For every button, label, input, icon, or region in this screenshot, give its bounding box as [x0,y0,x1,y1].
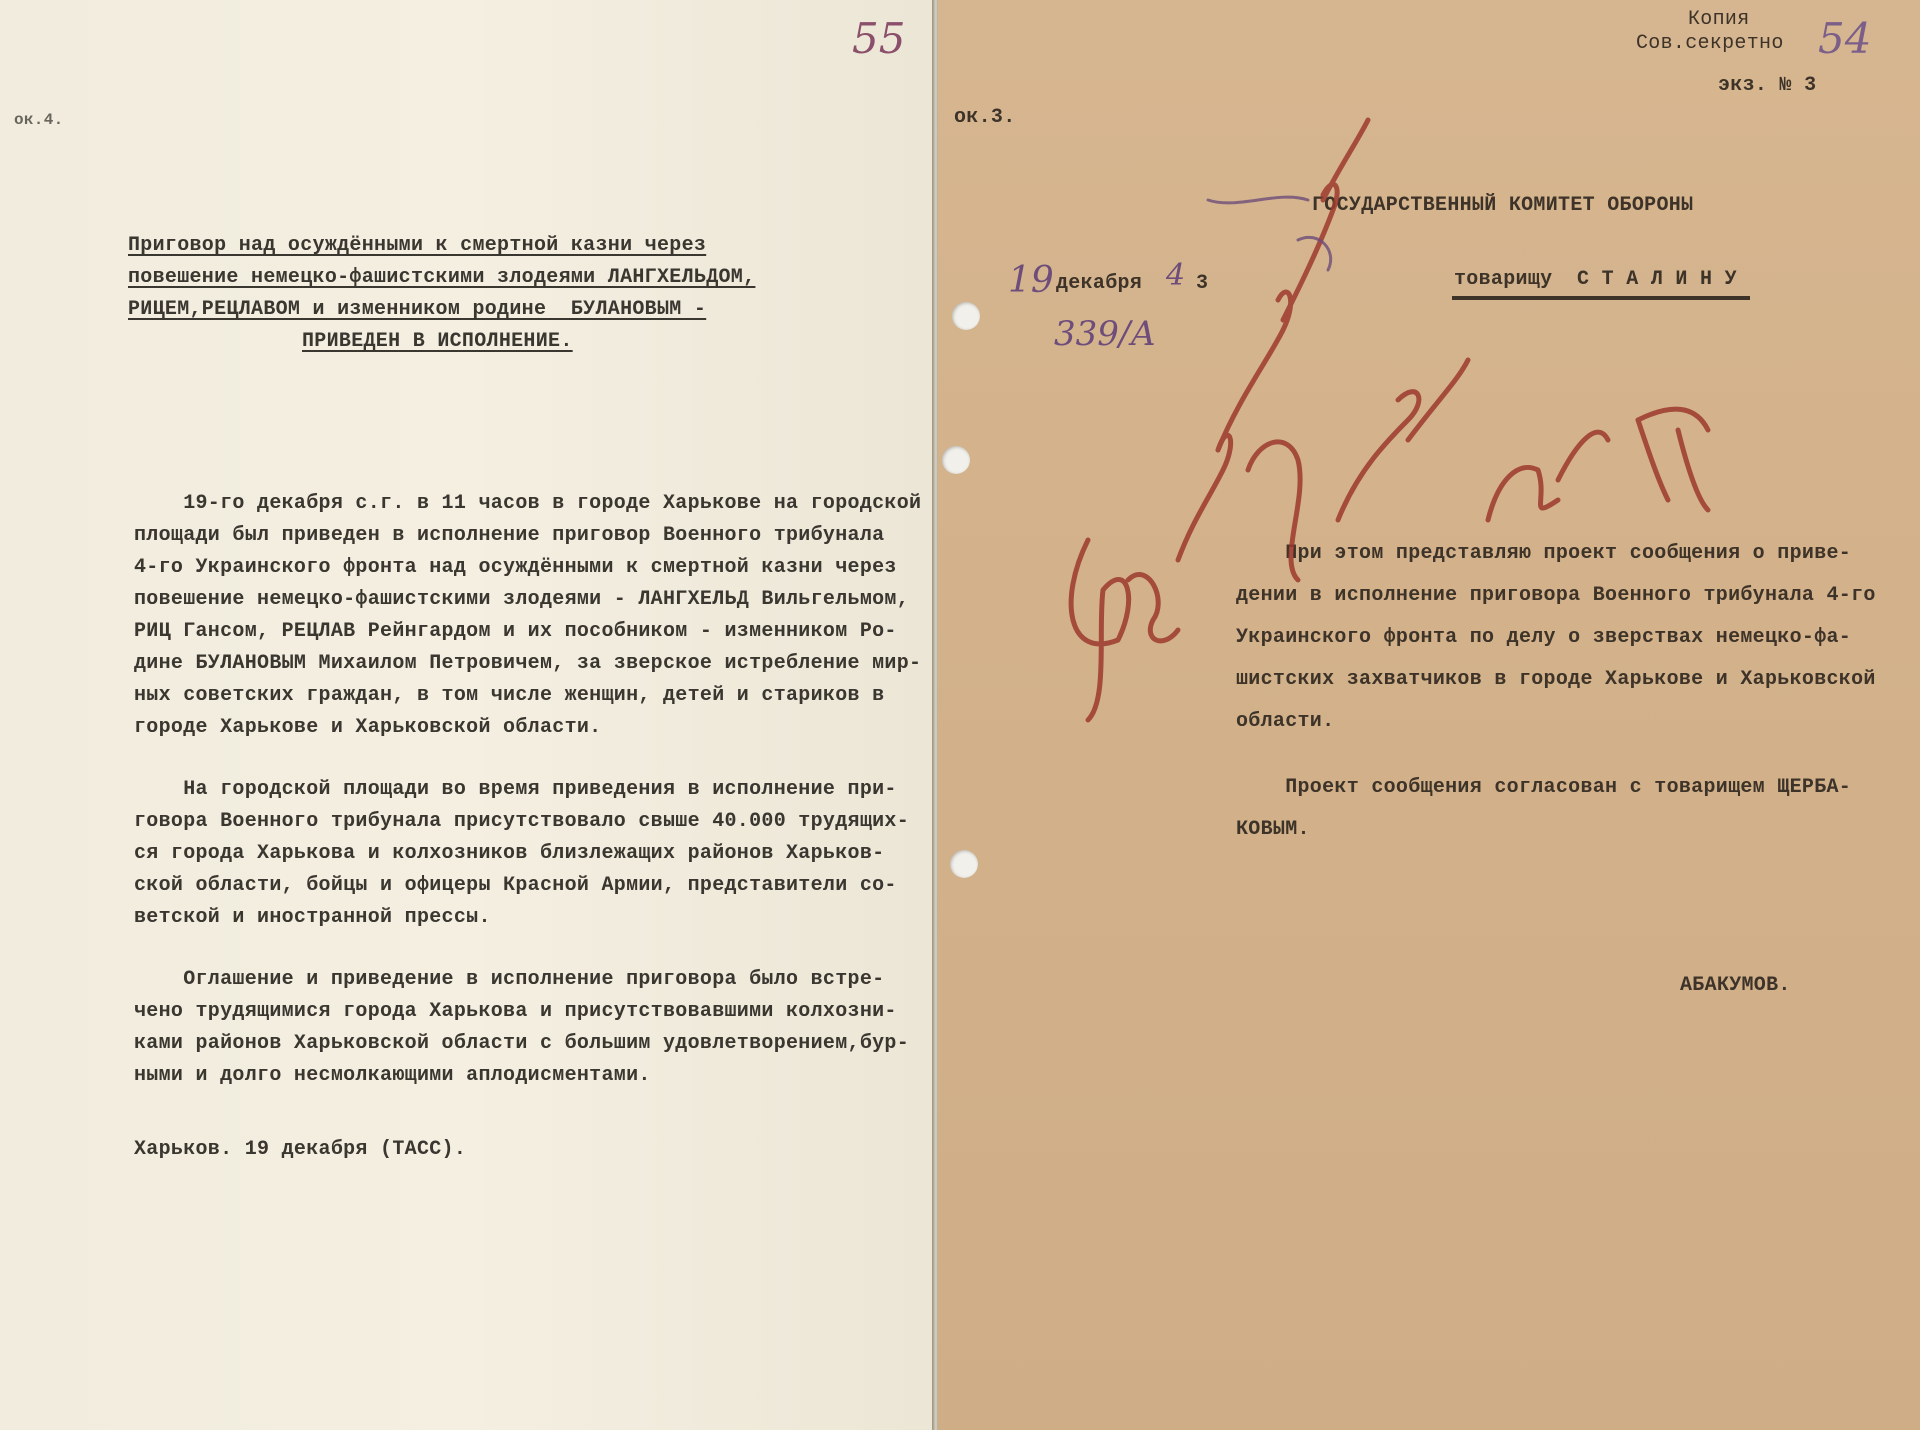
text-line: ской области, бойцы и офицеры Красной Армии, представители со- [134,874,897,897]
text-line: повешение немецко-фашистскими злодеями - ЛАНГХЕЛЬД Вильгельмом, [134,588,910,611]
date-year-typed: 3 [1196,272,1209,295]
left-folio-number: 55 [852,14,906,63]
title-line: повешение немецко-фашистскими злодеями ЛАНГХЕЛЬДОМ, [128,266,756,289]
date-day: 19 [1008,260,1054,301]
text-line: дине БУЛАНОВЫМ Михаилом Петровичем, за зверское истребление мир- [134,652,922,675]
text-line: При этом представляю проект сообщения о приве- [1236,542,1852,565]
text-line: площади был приведен в исполнение приговор Военного трибунала [134,524,885,547]
left-corner-mark: ок.4. [14,111,64,129]
date-year-handwritten: 4 [1166,258,1186,293]
signature-name: АБАКУМОВ. [1680,974,1791,997]
text-line: ся города Харькова и колхозников близлежащих районов Харьков- [134,842,885,865]
text-line: 19-го декабря с.г. в 11 часов в городе Харькове на городской [134,492,922,515]
registration-number: 339/А [1054,314,1157,354]
text-line: КОВЫМ. [1236,818,1310,841]
left-page [0,0,934,1430]
title-line: РИЦЕМ,РЕЦЛАВОМ и изменником родине БУЛАНОВЫМ - [128,298,707,321]
right-folio-number: 54 [1818,14,1872,63]
text-line: ных советских граждан, в том числе женщин, детей и стариков в [134,684,885,707]
text-line: ными и долго несмолкающими аплодисментами. [134,1064,651,1087]
text-line: 4-го Украинского фронта над осуждёнными к смертной казни через [134,556,897,579]
purple-ink-signature-scribble [938,0,1920,1430]
text-line: области. [1236,710,1335,733]
date-month: декабря [1056,272,1143,295]
left-dateline: Харьков. 19 декабря (ТАСС). [134,1138,467,1161]
text-line: городе Харькове и Харьковской области. [134,716,602,739]
text-line: Украинского фронта по делу о зверствах немецко-фа- [1236,626,1852,649]
title-line: Приговор над осуждёнными к смертной казни через [128,234,707,257]
text-line: говора Военного трибунала присутствовало свыше 40.000 трудящих- [134,810,910,833]
right-corner-mark: ок.3. [954,106,1016,129]
text-line: РИЦ Гансом, РЕЦЛАВ Рейнгардом и их пособником - изменником Ро- [134,620,897,643]
addressee-org: ГОСУДАРСТВЕННЫЙ КОМИТЕТ ОБОРОНЫ [1312,194,1694,217]
text-line: ками районов Харьковской области с большим удовлетворением,бур- [134,1032,910,1055]
right-page [938,0,1920,1430]
copy-number: экз. № 3 [1718,74,1817,97]
text-line: шистских захватчиков в городе Харькове и Харьковской [1236,668,1876,691]
addressee: товарищу С Т А Л И Н У [1454,268,1737,291]
text-line: Оглашение и приведение в исполнение приговора было встре- [134,968,885,991]
text-line: Проект сообщения согласован с товарищем ЩЕРБА- [1236,776,1852,799]
secrecy-stamp: Сов.секретно [1636,32,1784,55]
text-line: На городской площади во время приведения в исполнение при- [134,778,897,801]
title-line: ПРИВЕДЕН В ИСПОЛНЕНИЕ. [302,330,573,353]
text-line: дении в исполнение приговора Военного трибунала 4-го [1236,584,1876,607]
text-line: ветской и иностранной прессы. [134,906,491,929]
copy-label: Копия [1688,8,1750,31]
text-line: чено трудящимися города Харькова и присутствовавшими колхозни- [134,1000,897,1023]
